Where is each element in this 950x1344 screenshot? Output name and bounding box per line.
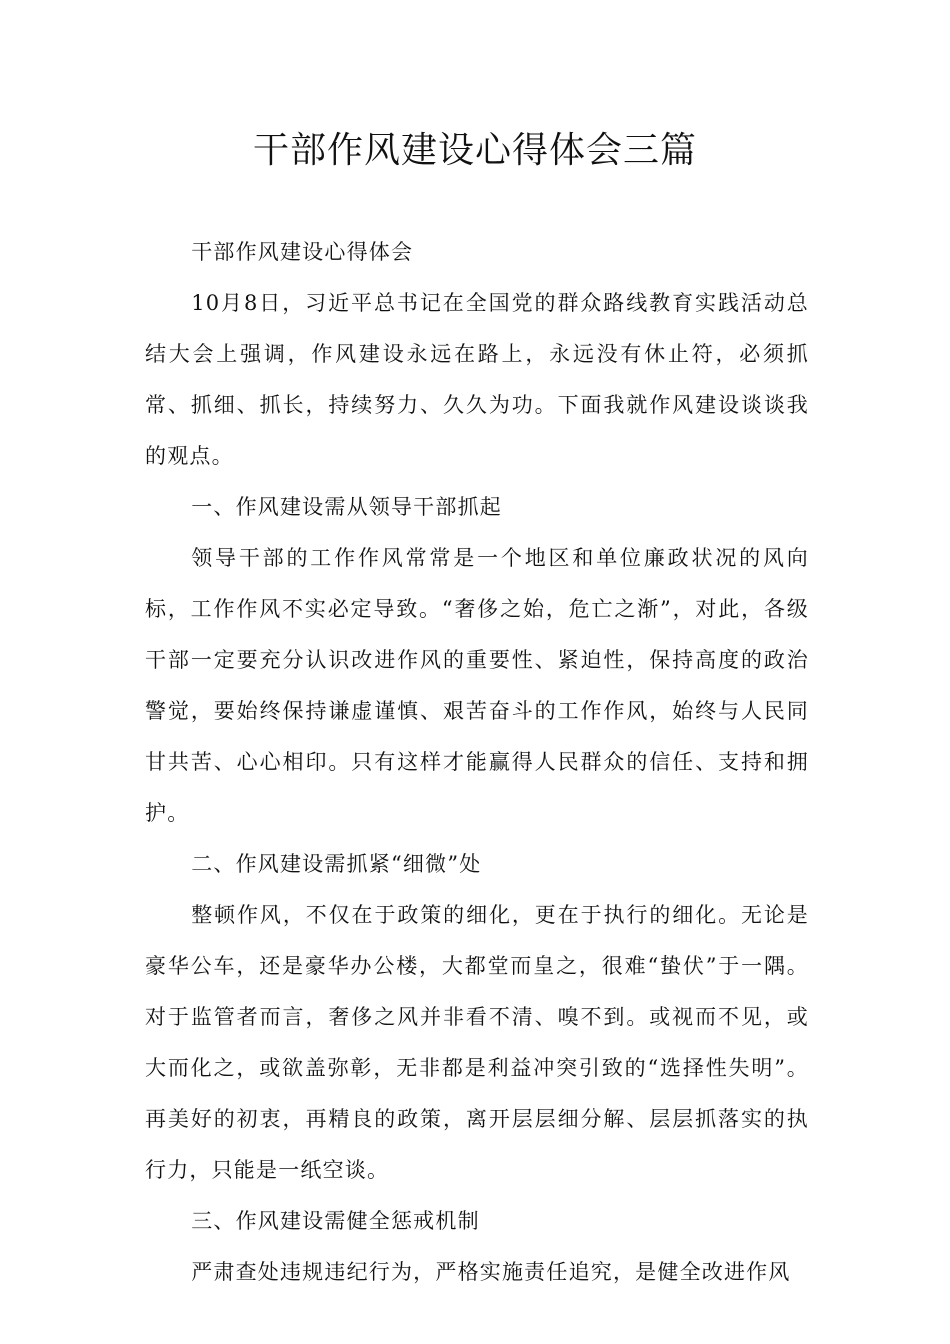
intro-paragraph: 10月8日，习近平总书记在全国党的群众路线教育实践活动总结大会上强调，作风建设永远在路上，永远没有休止符，必须抓常、抓细、抓长，持续努力、久久为功。下面我就作风建设谈谈我的观点。 (145, 291, 809, 468)
section-heading-3: 三、作风建设需健全惩戒机制 (191, 1209, 480, 1233)
section-paragraph-3: 严肃查处违规违纪行为，严格实施责任追究，是健全改进作风 (191, 1260, 791, 1284)
section-paragraph-1: 领导干部的工作作风常常是一个地区和单位廉政状况的风向标，工作作风不实必定导致。“奢侈之始，危亡之渐”，对此，各级干部一定要充分认识改进作风的重要性、紧迫性，保持高度的政治警觉，要始终保持谦虚谨慎、艰苦奋斗的工作作风，始终与人民同甘共苦、心心相印。只有这样才能赢得人民群众的信任、支持和拥护。 (145, 546, 809, 825)
document-title: 干部作风建设心得体会三篇 (252, 130, 697, 171)
section-heading-2: 二、作风建设需抓紧“细微”处 (191, 852, 482, 876)
subtitle-paragraph: 干部作风建设心得体会 (191, 240, 414, 264)
section-paragraph-2: 整顿作风，不仅在于政策的细化，更在于执行的细化。无论是豪华公车，还是豪华办公楼，大都堂而皇之，很难“蛰伏”于一隅。对于监管者而言，奢侈之风并非看不清、嗅不到。或视而不见，或大而化之，或欲盖弥彰，无非都是利益冲突引致的“选择性失明”。再美好的初衷，再精良的政策，离开层层细分解、层层抓落实的执行力，只能是一纸空谈。 (145, 903, 809, 1182)
document-body (145, 227, 809, 1298)
section-heading-1: 一、作风建设需从领导干部抓起 (191, 495, 502, 519)
